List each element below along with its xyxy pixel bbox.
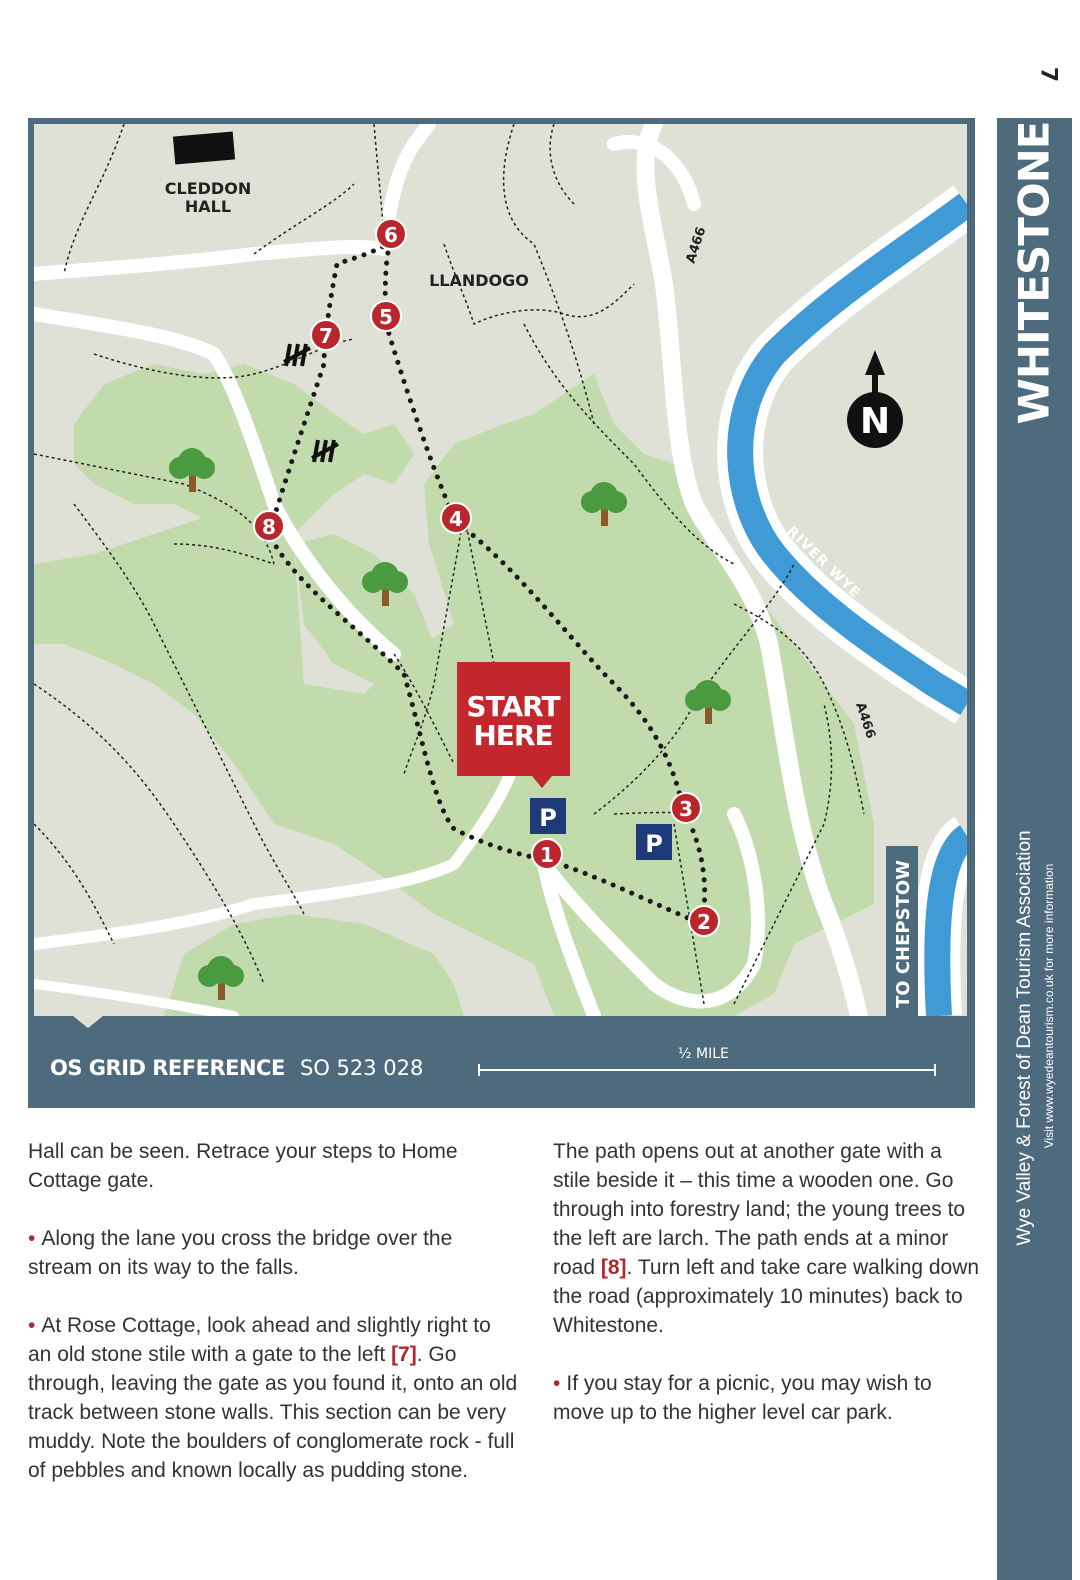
page-number: 7 (1035, 66, 1061, 83)
waypoint-ref: [8] (600, 1256, 627, 1279)
paragraph: The path opens out at another gate with a stile beside it – this time a wooden one. Go through into forestry land; the young trees to the left are larch. The path ends at a minor road [8]. Turn left and take care walking down the road (approximately 10 minutes) back to Whitestone. (553, 1140, 980, 1337)
woodland-mid (294, 534, 434, 684)
footpath (64, 124, 124, 274)
waypoint-ref: [7] (391, 1343, 417, 1366)
paragraph: Hall can be seen. Retrace your steps to Home Cottage gate. (28, 1140, 458, 1192)
waypoint-1 (532, 839, 562, 869)
walk-title: WHITESTONE (1009, 121, 1059, 425)
svg-text:8: 8 (262, 515, 276, 539)
map-svg (34, 124, 967, 1016)
waypoint-2 (689, 906, 719, 936)
map-label-cleddon: CLEDDON (164, 179, 252, 198)
waypoint-6 (376, 219, 406, 249)
bullet-icon: • (28, 1227, 36, 1250)
waypoint-8 (254, 511, 284, 541)
grid-ref-label: OS GRID REFERENCE (50, 1056, 285, 1080)
text-column-left (28, 1137, 518, 1514)
map-info-bar (28, 1016, 975, 1108)
svg-text:2: 2 (697, 910, 711, 934)
scale-label: ½ MILE (678, 1046, 729, 1062)
grid-ref-value: SO 523 028 (300, 1056, 424, 1080)
side-band (997, 118, 1072, 1580)
scale-bar (478, 1069, 936, 1071)
north-label: N (859, 401, 891, 442)
map-label-a466-right: A466 (852, 700, 878, 741)
waypoint-7 (311, 320, 341, 350)
waypoint-3 (671, 793, 701, 823)
cleddon-hall-building (173, 131, 235, 164)
map-label-llandogo: LLANDOGO (429, 271, 529, 290)
svg-text:3: 3 (679, 797, 693, 821)
svg-text:7: 7 (319, 324, 333, 348)
waypoint-5 (371, 301, 401, 331)
start-here-marker (457, 662, 570, 788)
bullet-paragraph: • Along the lane you cross the bridge over the stream on its way to the falls. (28, 1227, 453, 1279)
map-label-a466-top: A466 (683, 225, 710, 266)
bullet-icon: • (28, 1314, 36, 1337)
parking-icon (530, 798, 566, 834)
waypoint-4 (441, 503, 471, 533)
map-label-to-chepstow: TO CHEPSTOW (893, 859, 914, 1008)
svg-text:1: 1 (540, 843, 554, 867)
bullet-paragraph: • At Rose Cottage, look ahead and slightly right to an old stone stile with a gate to the left [7]. Go through, leaving the gate as you found it, onto an old track between stone walls. This section can be very muddy. Note the boulders of conglomerate rock - full of pebbles and known locally as pudding stone. (28, 1314, 518, 1482)
north-arrow-icon (847, 350, 903, 448)
map-label-river: RIVER WYE (783, 523, 864, 602)
text-column-right (553, 1137, 983, 1456)
svg-text:4: 4 (449, 507, 463, 531)
bullet-paragraph: • If you stay for a picnic, you may wish to move up to the higher level car park. (553, 1372, 932, 1424)
svg-text:5: 5 (379, 305, 393, 329)
start-line2: HERE (473, 719, 553, 752)
svg-text:6: 6 (384, 223, 398, 247)
website-note: Visit www.wyedeantourism.co.uk for more information (1042, 863, 1056, 1149)
organisation-name: Wye Valley & Forest of Dean Tourism Association (1014, 830, 1035, 1246)
map-panel (28, 118, 975, 1108)
route-map (34, 124, 967, 1016)
parking-icon (636, 824, 672, 860)
pointer-notch (73, 1016, 103, 1030)
bullet-icon: • (553, 1372, 561, 1395)
footpath (550, 124, 574, 204)
map-label-hall: HALL (184, 197, 232, 216)
svg-text:P: P (539, 804, 557, 832)
woodland-upper (74, 364, 414, 554)
svg-text:P: P (645, 830, 663, 858)
footpath (34, 824, 114, 944)
start-line1: START (466, 690, 560, 723)
